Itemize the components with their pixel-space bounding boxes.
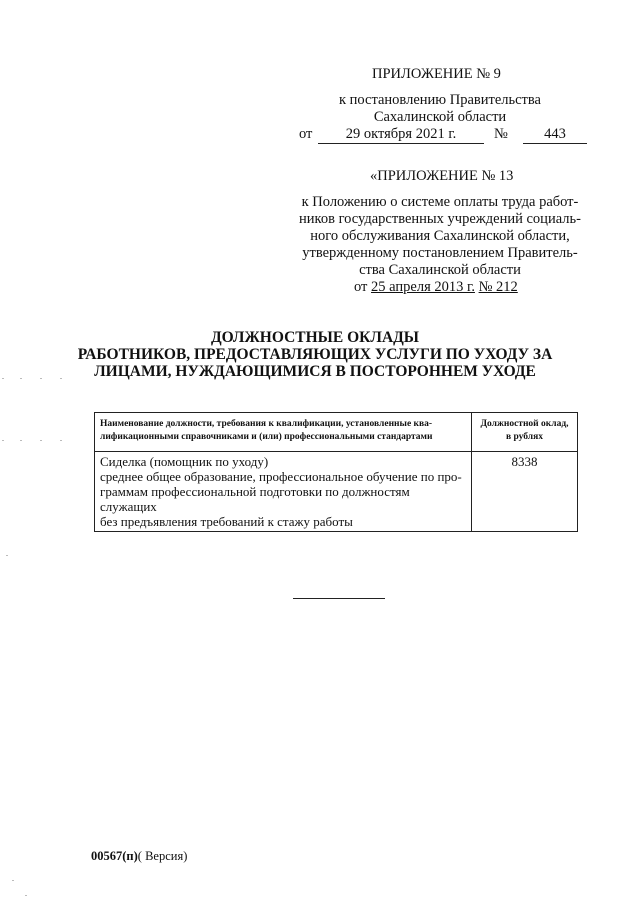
sub-appendix-from-line <box>354 279 518 296</box>
footer-code-line <box>91 849 187 864</box>
header-position: Наименование должности, требования к квалификации, установленные ква-лификационными справочниками и (или) профессиональными стандартами <box>95 413 472 452</box>
sub-appendix-from-label: от <box>354 279 368 295</box>
doc-title-line-2: РАБОТНИКОВ, ПРЕДОСТАВЛЯЮЩИХ УСЛУГИ ПО УХОДУ ЗА <box>77 346 553 363</box>
footer-version: ( Версия) <box>137 849 188 863</box>
salary-table <box>94 412 578 532</box>
resolution-number: 443 <box>544 126 566 142</box>
resolution-line-1: к постановлению Правительства <box>339 92 541 108</box>
scan-dot <box>25 895 27 896</box>
scan-dot <box>20 378 22 379</box>
scan-dot <box>12 880 14 881</box>
date-underline <box>318 143 484 144</box>
row-position-cell <box>95 452 472 532</box>
sub-appendix-number: № 212 <box>478 279 518 295</box>
position-title: Сиделка (помощник по уходу) <box>100 454 269 469</box>
doc-title-line-1: ДОЛЖНОСТНЫЕ ОКЛАДЫ <box>210 329 420 346</box>
table-row <box>95 452 578 532</box>
number-underline <box>523 143 587 144</box>
resolution-line-2: Сахалинской области <box>373 109 507 125</box>
scan-dot <box>40 440 42 441</box>
position-requirement-1: среднее общее образование, профессиональное обучение по про- <box>100 469 462 484</box>
resolution-number-label: № <box>494 126 508 142</box>
position-requirement-2: граммам профессиональной подготовки по должностям служащих <box>100 484 410 514</box>
sub-appendix-line-2: ников государственных учреждений социаль- <box>299 211 581 227</box>
end-separator <box>293 598 385 599</box>
sub-appendix-line-4: утвержденному постановлением Правитель- <box>302 245 578 261</box>
resolution-from-label: от <box>299 126 313 142</box>
sub-appendix-heading: «ПРИЛОЖЕНИЕ № 13 <box>370 168 514 184</box>
doc-title-line-3: ЛИЦАМИ, НУЖДАЮЩИМИСЯ В ПОСТОРОННЕМ УХОДЕ <box>94 363 536 380</box>
sub-appendix-date: 25 апреля 2013 г. <box>371 279 475 295</box>
scan-dot <box>40 378 42 379</box>
scan-dot <box>2 440 4 441</box>
table-header-row <box>95 413 578 452</box>
sub-appendix-line-5: ства Сахалинской области <box>359 262 521 278</box>
scan-dot <box>60 440 62 441</box>
position-requirement-3: без предъявления требований к стажу работы <box>100 514 353 529</box>
scan-dot <box>2 378 4 379</box>
scan-dot <box>6 555 8 556</box>
scan-dot <box>60 378 62 379</box>
appendix-heading: ПРИЛОЖЕНИЕ № 9 <box>372 66 501 82</box>
sub-appendix-line-1: к Положению о системе оплаты труда работ- <box>301 194 579 210</box>
footer-code: 00567(п) <box>91 849 138 863</box>
header-salary: Должностной оклад, в рублях <box>472 413 578 452</box>
sub-appendix-line-3: ного обслуживания Сахалинской области, <box>310 228 570 244</box>
scan-dot <box>20 440 22 441</box>
resolution-date: 29 октября 2021 г. <box>345 126 457 142</box>
row-salary-cell: 8338 <box>472 452 578 532</box>
